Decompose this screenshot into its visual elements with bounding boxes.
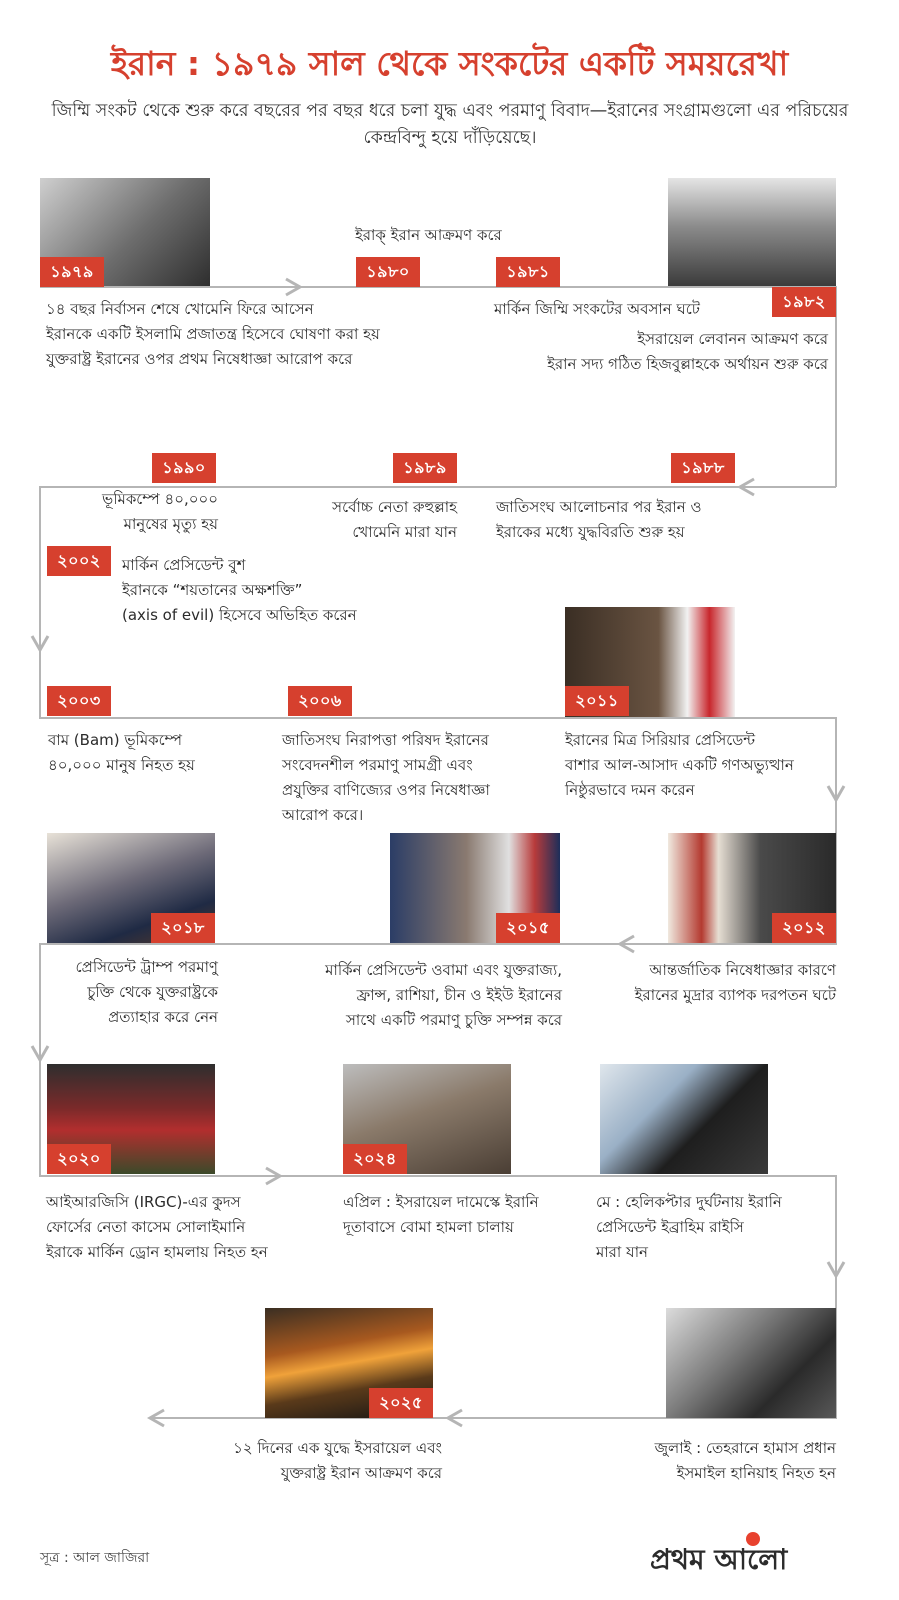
event-text-1989: সর্বোচ্চ নেতা রুহুল্লাহ খোমেনি মারা যান <box>332 498 457 541</box>
event-text-1979: ১৪ বছর নির্বাসন শেষে খোমেনি ফিরে আসেন ইরানকে একটি ইসলামি প্রজাতন্ত্র হিসেবে ঘোষণা করা হয় যুক্তরাষ্ট্র ইরানের ওপর প্রথম নিষেধাজ্ঞা আরোপ করে <box>46 300 380 368</box>
year-badge-2003: ২০০৩ <box>47 686 111 716</box>
event-text-2025: ১২ দিনের এক যুদ্ধে ইসরায়েল এবং যুক্তরাষ্ট্র ইরান আক্রমণ করে <box>233 1439 442 1482</box>
event-text-2024-april: এপ্রিল : ইসরায়েল দামেস্কে ইরানি দূতাবাসে বোমা হামলা চালায় <box>343 1193 539 1236</box>
event-text-1980: ইরাক্ ইরান আক্রমণ করে <box>355 226 502 244</box>
year-badge-1981: ১৯৮১ <box>496 257 560 287</box>
year-badge-2018: ২০১৮ <box>151 913 215 943</box>
year-badge-1979: ১৯৭৯ <box>40 257 104 287</box>
page-title: ইরান : ১৯৭৯ সাল থেকে সংকটের একটি সময়রেখা <box>110 44 789 83</box>
photo-1982-crowd <box>668 178 836 286</box>
year-badge-2015: ২০১৫ <box>496 913 560 943</box>
year-badge-2002: ২০০২ <box>47 546 111 576</box>
event-text-2015: মার্কিন প্রেসিডেন্ট ওবামা এবং যুক্তরাজ্য, ফ্রান্স, রাশিয়া, চীন ও ইইউ ইরানের সাথে একটি পরমাণু চুক্তি সম্পন্ন করে <box>325 961 562 1029</box>
year-badge-2006: ২০০৬ <box>288 686 352 716</box>
year-badge-2012: ২০১২ <box>772 913 836 943</box>
event-text-2003: বাম (Bam) ভূমিকম্পে ৪০,০০০ মানুষ নিহত হয় <box>48 731 195 774</box>
event-text-1990: ভূমিকম্পে ৪০,০০০ মানুষের মৃত্যু হয় <box>102 490 218 533</box>
prothom-alo-logo: প্রথম আলো <box>650 1530 850 1580</box>
event-text-2024-july: জুলাই : তেহরানে হামাস প্রধান ইসমাইল হানিয়াহ নিহত হন <box>654 1439 836 1482</box>
year-badge-2020: ২০২০ <box>47 1144 111 1174</box>
event-text-2006: জাতিসংঘ নিরাপত্তা পরিষদ ইরানের সংবেদনশীল পরমাণু সামগ্রী এবং প্রযুক্তির বাণিজ্যের ওপর নিষেধাজ্ঞা আরোপ করে। <box>282 731 490 824</box>
year-badge-2024: ২০২৪ <box>343 1144 407 1174</box>
source-credit: সূত্র : আল জাজিরা <box>40 1550 150 1566</box>
event-text-2011: ইরানের মিত্র সিরিয়ার প্রেসিডেন্ট বাশার আল-আসাদ একটি গণঅভ্যুত্থান নিষ্ঠুরভাবে দমন করেন <box>565 731 794 799</box>
year-badge-2025: ২০২৫ <box>369 1388 433 1418</box>
event-text-2024-may: মে : হেলিকপ্টার দুর্ঘটনায় ইরানি প্রেসিডেন্ট ইব্রাহিম রাইসি মারা যান <box>596 1193 782 1261</box>
photo-2024-haniyeh <box>666 1308 836 1418</box>
event-text-1988: জাতিসংঘ আলোচনার পর ইরান ও ইরাকের মধ্যে যুদ্ধবিরতি শুরু হয় <box>496 498 702 541</box>
year-badge-1980: ১৯৮০ <box>356 257 420 287</box>
year-badge-1988: ১৯৮৮ <box>671 453 735 483</box>
subtitle: জিম্মি সংকট থেকে শুরু করে বছরের পর বছর ধরে চলা যুদ্ধ এবং পরমাণু বিবাদ—ইরানের সংগ্রামগুলো এর পরিচয়ের কেন্দ্রবিন্দু হয়ে দাঁড়িয়েছে। <box>51 101 849 148</box>
year-badge-2011: ২০১১ <box>565 686 629 716</box>
year-badge-1990: ১৯৯০ <box>152 453 216 483</box>
event-text-2020: আইআরজিসি (IRGC)-এর কুদস ফোর্সের নেতা কাসেম সোলাইমানি ইরাকে মার্কিন ড্রোন হামলায় নিহত হন <box>46 1193 268 1261</box>
event-text-2002: মার্কিন প্রেসিডেন্ট বুশ ইরানকে “শয়তানের অক্ষশক্তি” (axis of evil) হিসেবে অভিহিত করেন <box>122 556 357 624</box>
event-text-1982: ইসরায়েল লেবানন আক্রমণ করে ইরান সদ্য গঠিত হিজবুল্লাহকে অর্থায়ন শুরু করে <box>547 330 828 373</box>
year-badge-1982: ১৯৮২ <box>772 287 836 317</box>
event-text-1981: মার্কিন জিম্মি সংকটের অবসান ঘটে <box>494 300 700 318</box>
photo-2024-raisi <box>600 1064 768 1174</box>
event-text-2012: আন্তর্জাতিক নিষেধাজ্ঞার কারণে ইরানের মুদ্রার ব্যাপক দরপতন ঘটে <box>634 961 836 1004</box>
year-badge-1989: ১৯৮৯ <box>393 453 457 483</box>
event-text-2018: প্রেসিডেন্ট ট্রাম্প পরমাণু চুক্তি থেকে যুক্তরাষ্ট্রকে প্রত্যাহার করে নেন <box>75 958 218 1026</box>
